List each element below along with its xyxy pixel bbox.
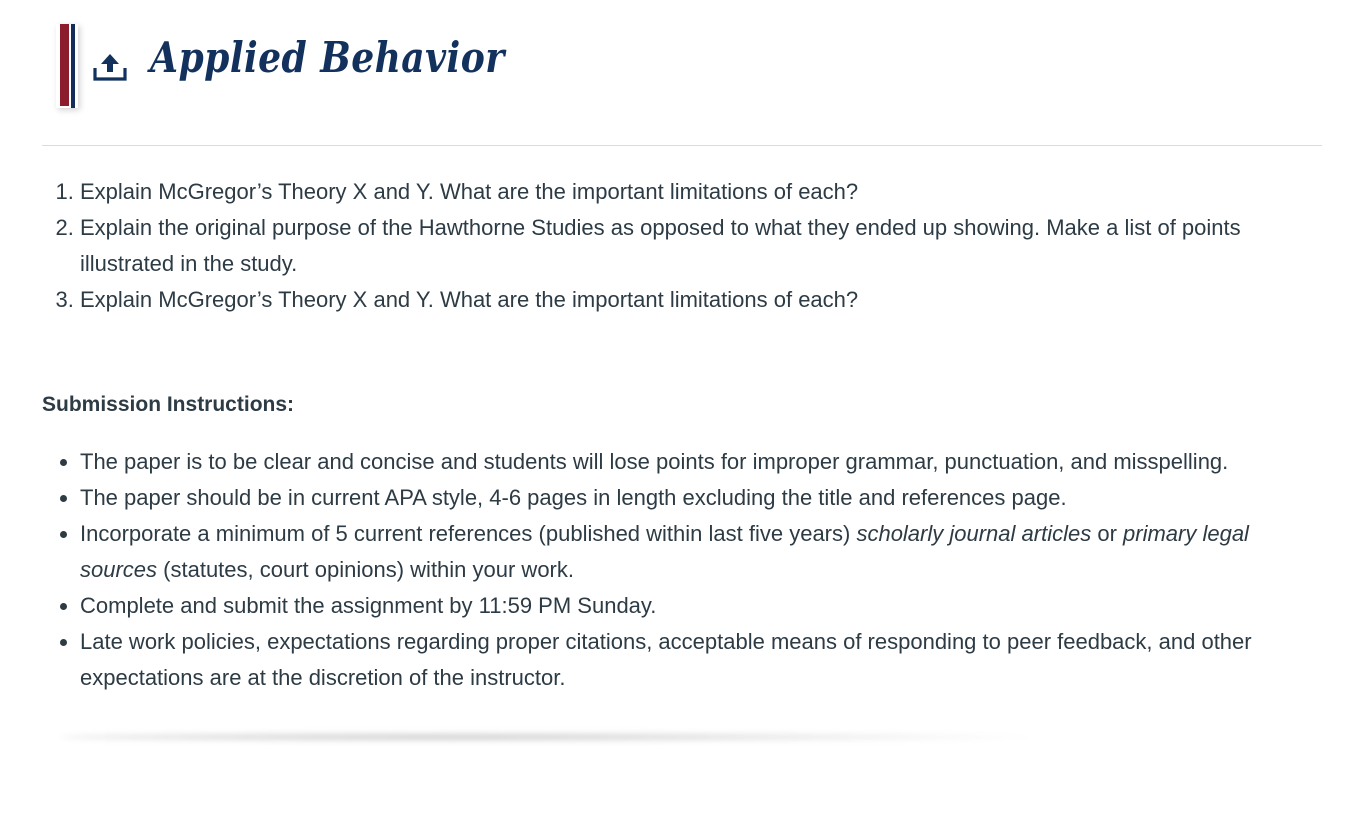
- page-header: [56, 22, 756, 112]
- references-italic-scholarly: scholarly journal articles: [856, 521, 1092, 546]
- upload-icon: [92, 48, 128, 84]
- accent-bar-red: [60, 24, 69, 106]
- content-bottom-shadow: [60, 732, 1040, 742]
- title-divider: [42, 145, 1322, 146]
- references-text: Incorporate a minimum of 5 current references (published within last five years): [80, 521, 857, 546]
- accent-bar-navy: [71, 24, 75, 108]
- submission-instructions-list: [42, 444, 1327, 696]
- question-item: 3. Explain McGregor’s Theory X and Y. What are the important limitations of each?: [80, 282, 1327, 318]
- submission-heading: Submission Instructions:: [42, 393, 295, 416]
- references-text-end: (statutes, court opinions) within your work.: [157, 557, 574, 582]
- instruction-item-clarity: • The paper is to be clear and concise and students will lose points for improper grammar, punctuation, and misspelling.: [80, 444, 1327, 480]
- assignment-content: [42, 174, 1327, 696]
- instruction-item-apa: • The paper should be in current APA style, 4-6 pages in length excluding the title and references page.: [80, 480, 1327, 516]
- page-title: Applied Behavior: [150, 33, 505, 82]
- instruction-item-references: [80, 516, 1327, 588]
- question-item: 2. Explain the original purpose of the Hawthorne Studies as opposed to what they ended up showing. Make a list of points illustrated in the study.: [80, 210, 1327, 282]
- references-text-or: or: [1091, 521, 1124, 546]
- question-list: [42, 174, 1327, 318]
- references-italic-legal: primary legal sources: [80, 521, 1249, 582]
- question-item: 1. Explain McGregor’s Theory X and Y. What are the important limitations of each?: [80, 174, 1327, 210]
- instruction-item-policies: • Late work policies, expectations regarding proper citations, acceptable means of responding to peer feedback, and other expectations are at the discretion of the instructor.: [80, 624, 1327, 696]
- title-accent-bars: [56, 24, 80, 108]
- instruction-item-deadline: • Complete and submit the assignment by 11:59 PM Sunday.: [80, 588, 1327, 624]
